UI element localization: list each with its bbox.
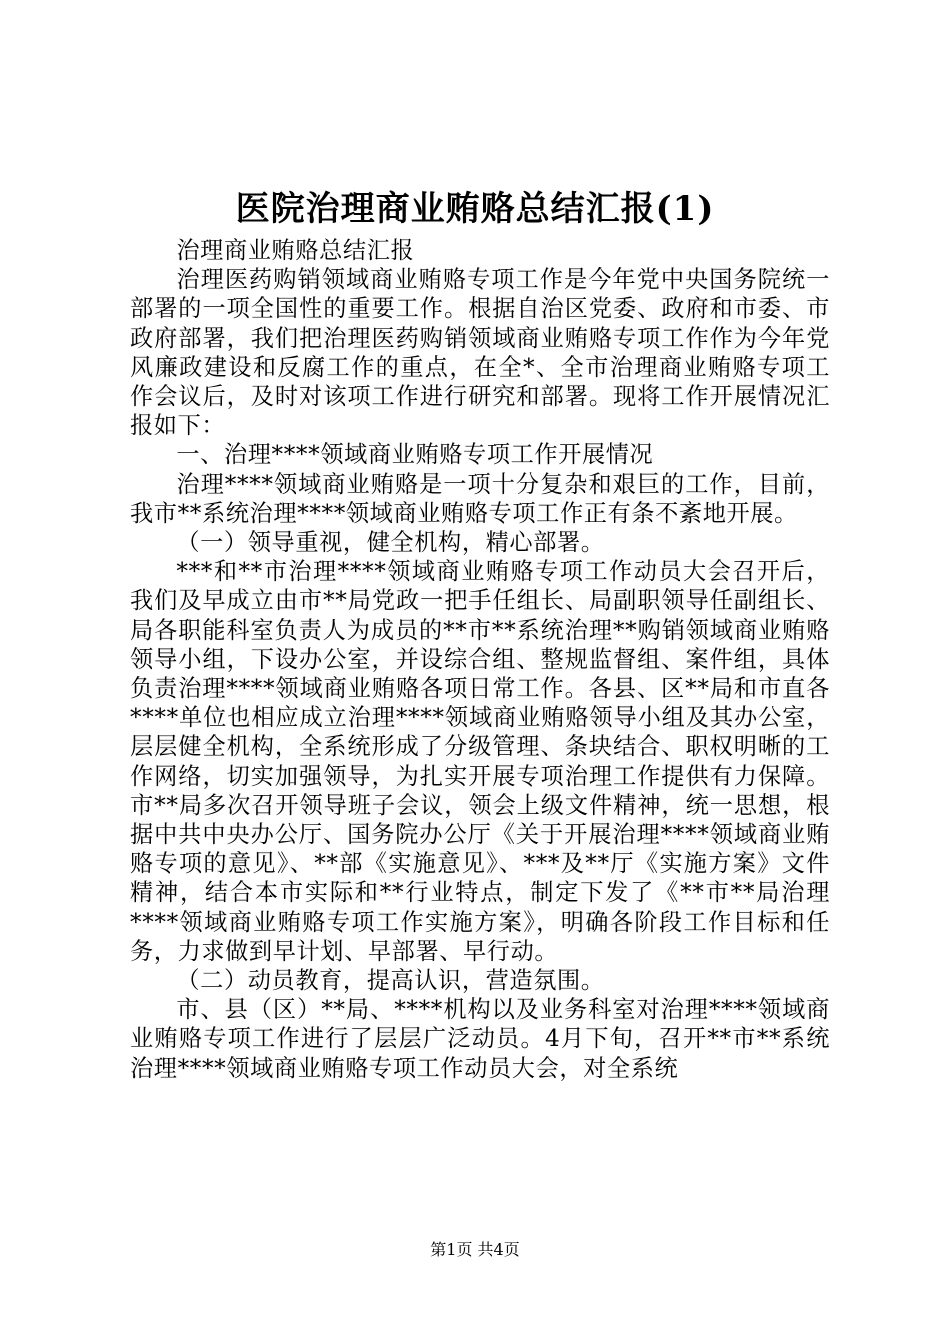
document-body xyxy=(130,236,830,1083)
page-number-footer: 第1页 共4页 xyxy=(430,1240,520,1259)
section-heading-1: 一、治理****领域商业贿赂专项工作开展情况 xyxy=(176,441,654,469)
subsection-heading-2: （二）动员教育，提高认识，营造氛围。 xyxy=(176,967,605,995)
paragraph-overview: 治理****领域商业贿赂是一项十分复杂和艰巨的工作，目前，我市**系统治理****领域商业贿赂专项工作正有条不紊地开展。 xyxy=(130,470,830,527)
document-title: 医院治理商业贿赂总结汇报(1) xyxy=(235,189,715,229)
paragraph-mobilization: 市、县（区）**局、****机构以及业务科室对治理****领域商业贿赂专项工作进行了层层广泛动员。4月下旬，召开**市**系统治理****领域商业贿赂专项工作动员大会，对全系统 xyxy=(130,996,830,1082)
subsection-heading-1: （一）领导重视，健全机构，精心部署。 xyxy=(176,529,605,557)
paragraph-subtitle: 治理商业贿赂总结汇报 xyxy=(176,237,415,264)
paragraph-leadership: ***和**市治理****领域商业贿赂专项工作动员大会召开后，我们及早成立由市**局党政一把手任组长、局副职领导任副组长、局各职能科室负责人为成员的**市**系统治理**购销领域商业贿赂领导小组，下设办公室，并设综合组、整规监督组、案件组，具体负责治理****领域商业贿赂各项日常工作。各县、区**局和市直各****单位也相应成立治理****领域商业贿赂领导小组及其办公室，层层健全机构，全系统形成了分级管理、条块结合、职权明晰的工作网络，切实加强领导，为扎实开展专项治理工作提供有力保障。市**局多次召开领导班子会议，领会上级文件精神，统一思想，根据中共中央办公厅、国务院办公厅《关于开展治理****领域商业贿赂专项的意见》、**部《实施意见》、***及**厅《实施方案》文件精神，结合本市实际和**行业特点，制定下发了《**市**局治理****领域商业贿赂专项工作实施方案》，明确各阶段工作目标和任务，力求做到早计划、早部署、早行动。 xyxy=(130,558,830,965)
paragraph-intro: 治理医药购销领域商业贿赂专项工作是今年党中央国务院统一部署的一项全国性的重要工作。根据自治区党委、政府和市委、市政府部署，我们把治理医药购销领域商业贿赂专项工作作为今年党风廉政建设和反腐工作的重点，在全*、全市治理商业贿赂专项工作会议后，及时对该项工作进行研究和部署。现将工作开展情况汇报如下： xyxy=(130,266,830,440)
